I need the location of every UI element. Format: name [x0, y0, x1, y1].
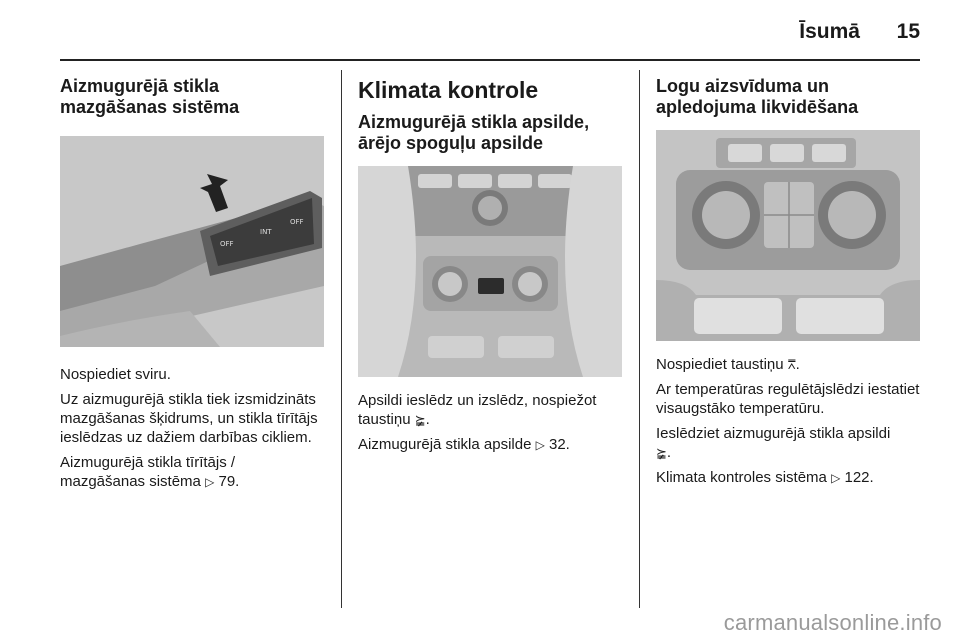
paragraph-washer-ref	[60, 453, 324, 492]
ref-text: Klimata kontroles sistēma	[656, 469, 827, 486]
header-title: Īsumā	[799, 20, 860, 43]
rear-defrost-icon: ⪶	[414, 412, 426, 427]
paragraph-press-defog: Nospiediet taustiņu ⩞.	[656, 356, 800, 373]
column-climate-control	[358, 76, 622, 461]
defog-text: Nospiediet taustiņu	[656, 356, 784, 373]
section-heading-rear-washer: Aizmugurējā stikla mazgāšanas sistēma	[60, 76, 240, 117]
paragraph-climate-ref	[656, 468, 920, 488]
rear-defrost-icon: ⪶	[656, 445, 667, 460]
subheading-rear-heating: Aizmugurējā stikla apsilde, ārējo spoguļu apsilde	[358, 112, 590, 153]
column-rear-washer	[60, 76, 324, 498]
section-title-climate-control: Klimata kontrole	[358, 77, 539, 103]
svg-text:OFF: OFF	[290, 218, 304, 226]
page-ref-arrow-icon: ▷	[831, 471, 841, 485]
rear-heating-text: Ieslēdziet aizmugurējā stikla apsildi	[656, 425, 891, 442]
climate-control-illustration	[656, 130, 920, 341]
heating-toggle-text: Apsildi ieslēdz un izslēdz, nospiežot taustiņu	[358, 392, 597, 428]
header-rule	[60, 59, 920, 61]
ref-page: 79.	[218, 473, 240, 490]
center-console-illustration	[358, 166, 622, 377]
ref-text: Aizmugurējā stikla tīrītājs / mazgāšanas sistēma	[60, 454, 236, 490]
windscreen-defrost-icon: ⩞	[787, 357, 796, 372]
paragraph-press-lever: Nospiediet sviru.	[60, 366, 171, 383]
ref-page: 122.	[844, 469, 874, 486]
ref-text: Aizmugurējā stikla apsilde	[358, 436, 532, 453]
paragraph-washer-description: Uz aizmugurējā stikla tiek izsmidzināts mazgāšanas šķidrums, un stikla tīrītājs ieslēdzas uz dažiem darbības cikliem.	[60, 391, 318, 446]
svg-text:INT: INT	[260, 228, 272, 236]
column-defog	[656, 76, 920, 494]
page-ref-arrow-icon: ▷	[205, 475, 215, 489]
watermark: carmanualsonline.info	[723, 610, 942, 635]
paragraph-temperature: Ar temperatūras regulētājslēdzi iestatiet visaugstāko temperatūru.	[656, 381, 920, 417]
section-heading-defog: Logu aizsvīduma un apledojuma likvidēšana	[656, 76, 859, 117]
svg-text:OFF: OFF	[220, 240, 234, 248]
page-header	[0, 0, 960, 60]
column-divider-1	[341, 70, 342, 608]
column-divider-2	[639, 70, 640, 608]
paragraph-rear-heating-on: Ieslēdziet aizmugurējā stikla apsildi ⪶.	[656, 425, 891, 461]
ref-page: 32.	[549, 436, 570, 453]
wiper-lever-illustration	[60, 136, 324, 347]
paragraph-heating-ref	[358, 435, 622, 455]
page-number: 15	[896, 20, 920, 43]
page-ref-arrow-icon: ▷	[535, 438, 545, 452]
paragraph-heating-toggle: Apsildi ieslēdz un izslēdz, nospiežot taustiņu ⪶.	[358, 392, 597, 428]
